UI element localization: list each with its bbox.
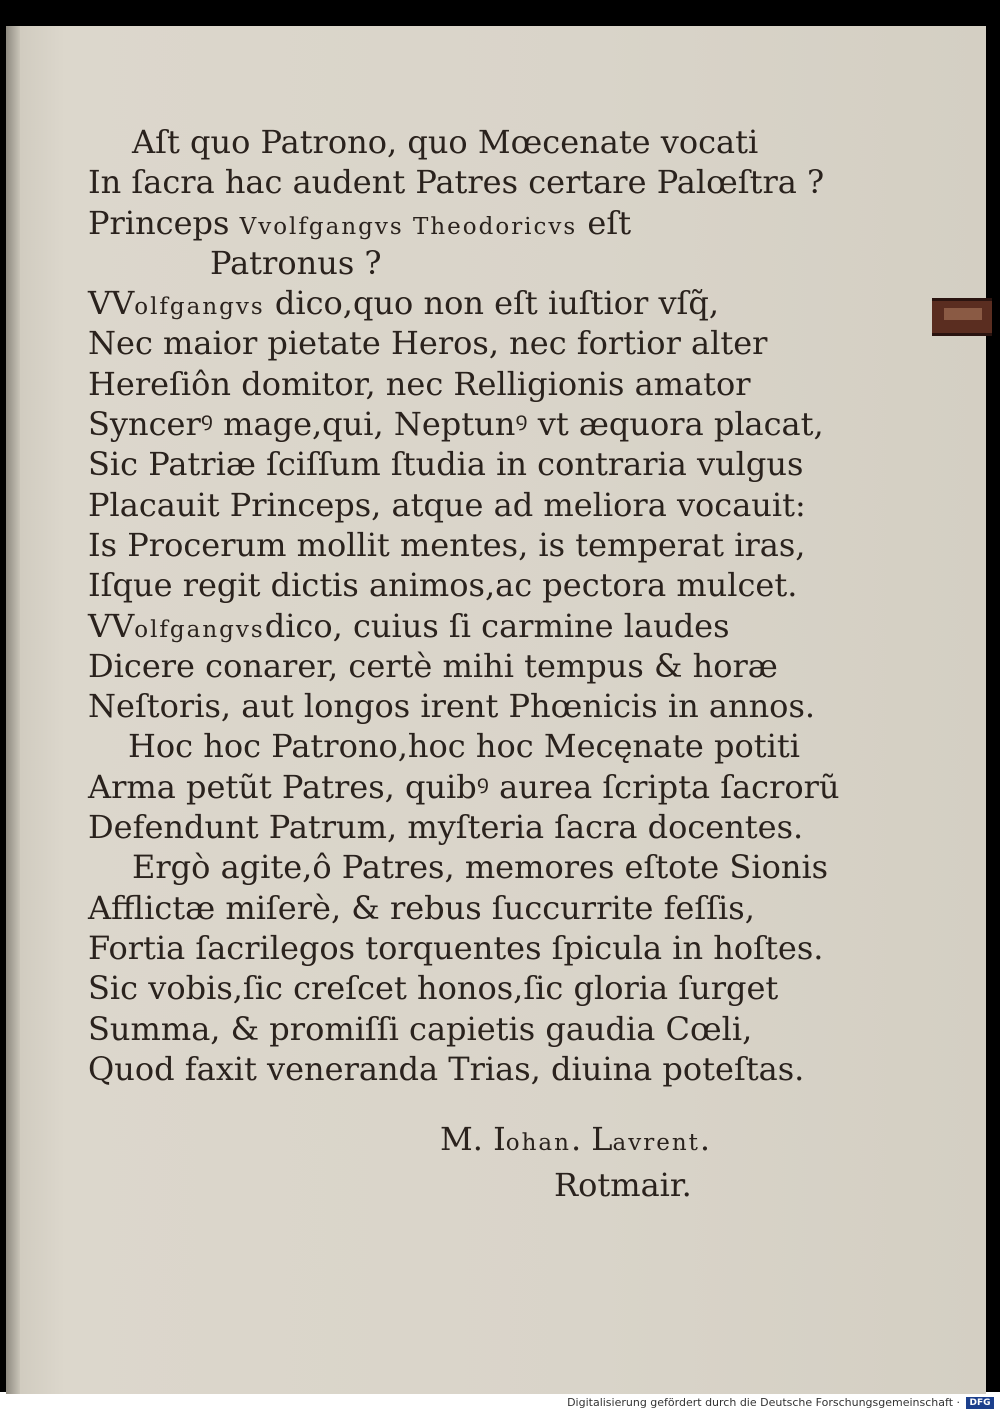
poem-line-18: Defendunt Patrum, myſteria ſacra docentes.	[88, 808, 804, 847]
poem-line-17: Arma petũt Patres, quibꝰ aurea ſcripta ſacrorũ	[88, 767, 840, 806]
poem-line-2: In ſacra hac audent Patres certare Palœſtra ?	[88, 163, 825, 202]
poem-line-14: Dicere conarer, certè mihi tempus & horæ	[88, 646, 778, 685]
author-name-part-2: ohan	[505, 1130, 571, 1156]
author-signature	[440, 1118, 710, 1206]
poem-line-13-name: olfgangvs	[134, 616, 265, 643]
poem-line-21: Fortia ſacrilegos torquentes ſpicula in hoſtes.	[88, 928, 824, 967]
poem-text	[88, 122, 840, 1089]
author-name-part-3: . L	[570, 1120, 613, 1158]
poem-line-24: Quod faxit veneranda Trias, diuina poteſtas.	[88, 1049, 805, 1088]
author-surname: Rotmair.	[554, 1166, 692, 1204]
poem-line-8: Syncerꝰ mage,qui, Neptunꝰ vt æquora placat,	[88, 405, 824, 444]
poem-line-3-end: eſt	[577, 203, 632, 242]
poem-line-5-initial: VV	[88, 284, 135, 323]
poem-line-1: Aſt quo Patrono, quo Mœcenate vocati	[132, 123, 759, 161]
poem-line-13-end: dico, cuius ſi carmine laudes	[264, 606, 730, 645]
author-name-part-1: M. I	[440, 1120, 506, 1158]
poem-line-9: Sic Patriæ ſciſſum ſtudia in contraria vulgus	[88, 445, 804, 484]
dfg-logo: DFG	[966, 1397, 994, 1409]
poem-line-3-start: Princeps	[88, 203, 240, 242]
poem-line-5-name: olfgangvs	[134, 294, 265, 321]
poem-line-7: Hereſiôn domitor, nec Relligionis amator	[88, 364, 751, 403]
poem-line-3	[88, 203, 788, 243]
author-name-part-5: .	[699, 1120, 711, 1158]
poem-line-16: Hoc hoc Patrono,hoc hoc Mecęnate potiti	[128, 727, 800, 766]
poem-line-22: Sic vobis,ſic creſcet honos,ſic gloria ſurget	[88, 969, 779, 1008]
poem-line-3-name: Vvolfgangvs Theodoricvs	[239, 213, 578, 240]
poem-line-5	[88, 283, 788, 323]
poem-line-15: Neſtoris, aut longos irent Phœnicis in annos.	[88, 687, 816, 726]
page-gutter-shadow	[6, 26, 20, 1394]
poem-line-23: Summa, & promiſſi capietis gaudia Cœli,	[88, 1009, 753, 1048]
poem-line-10: Placauit Princeps, atque ad meliora vocauit:	[88, 485, 806, 524]
author-name	[440, 1118, 710, 1164]
poem-line-11: Is Procerum mollit mentes, is temperat iras,	[88, 525, 806, 564]
poem-line-13-initial: VV	[88, 606, 135, 645]
poem-line-13	[88, 606, 788, 646]
poem-line-19: Ergò agite,ô Patres, memores eſtote Sionis	[132, 848, 829, 887]
poem-line-6: Nec maior pietate Heros, nec fortior alter	[88, 324, 768, 363]
poem-line-4: Patronus ?	[210, 243, 382, 282]
poem-line-20: Afflictæ miſerè, & rebus ſuccurrite feſſis,	[88, 888, 755, 927]
poem-line-12: Iſque regit dictis animos,ac pectora mulcet.	[88, 566, 798, 605]
digitization-credit: Digitalisierung gefördert durch die Deutsche Forschungsgemeinschaft ·	[567, 1396, 960, 1409]
poem-line-5-end: dico,quo non eſt iuſtior vſq̃,	[264, 284, 720, 323]
bookmark-tab-highlight	[944, 308, 982, 320]
author-name-part-4: avrent	[612, 1130, 700, 1156]
